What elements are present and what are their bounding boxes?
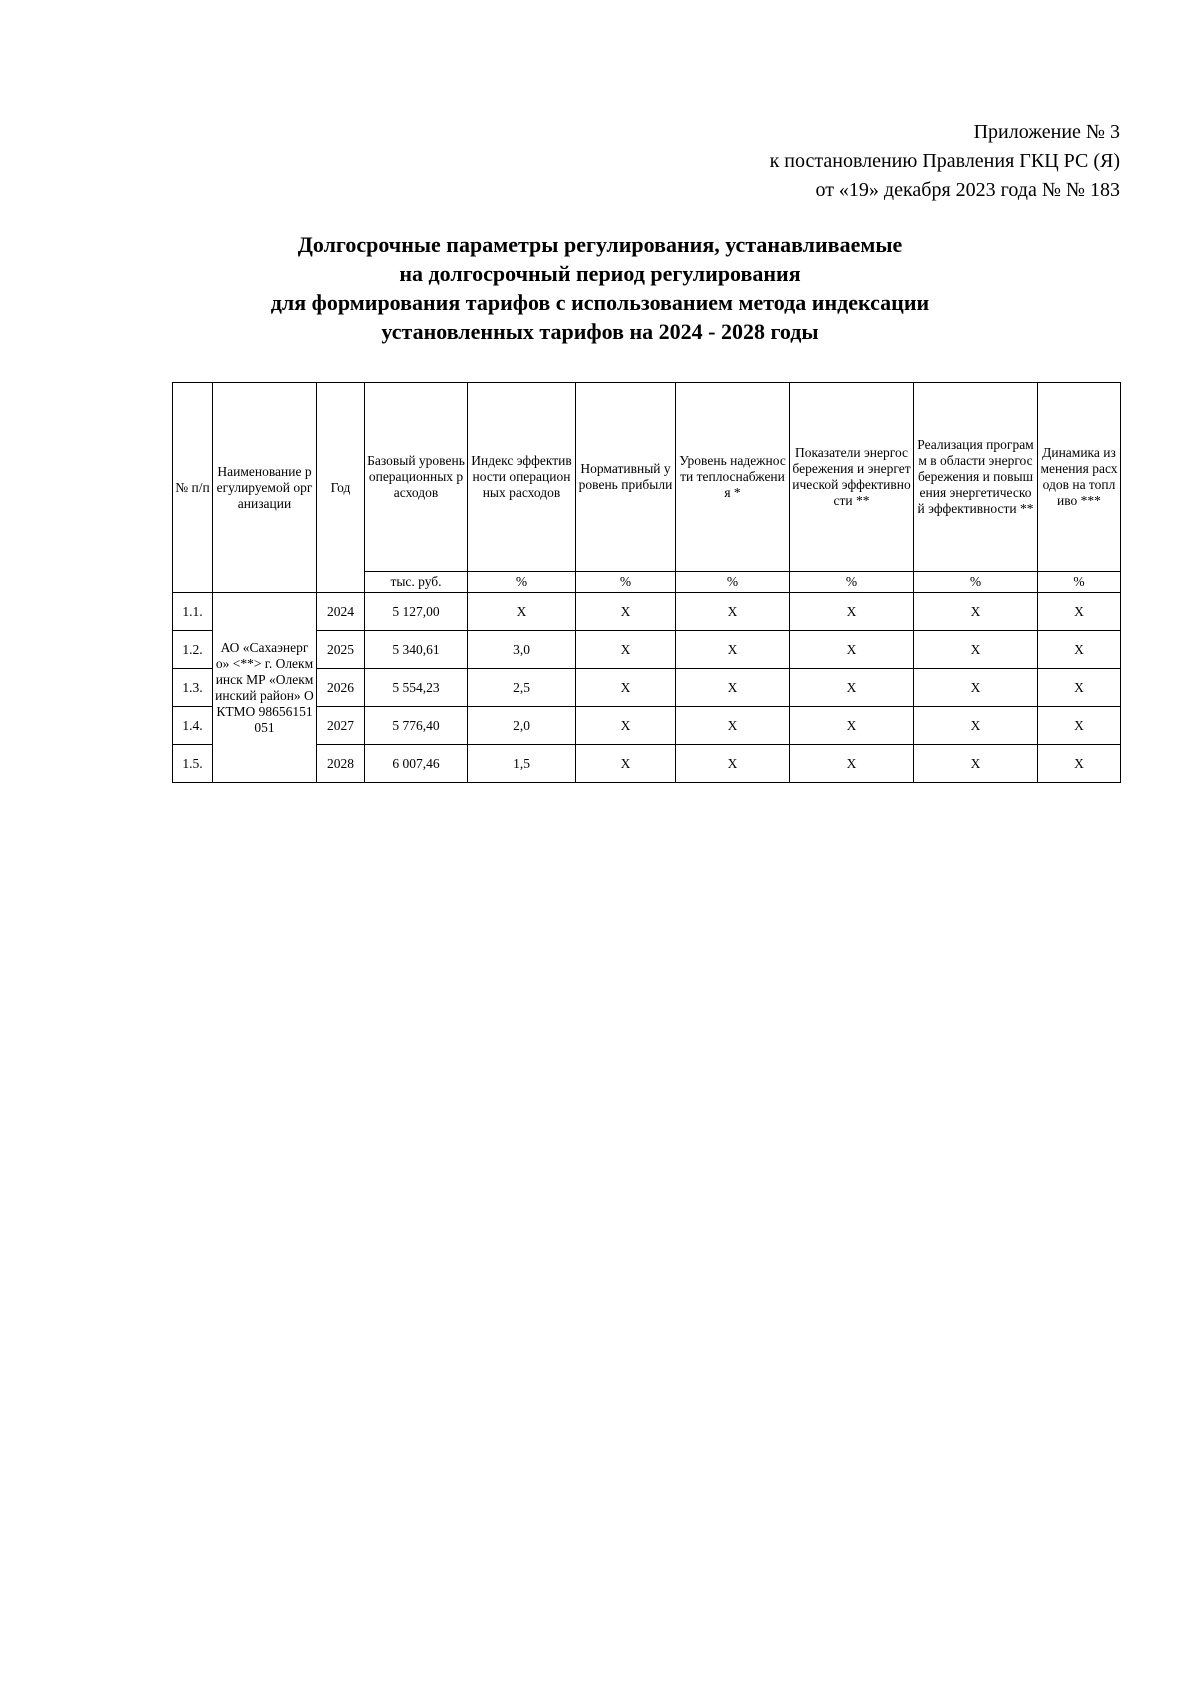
cell-base: 5 340,61 [365,631,468,669]
header-num: № п/п [173,383,213,593]
header-programs: Реализация программ в области энергосбережения и повышения энергетической эффективности ** [914,383,1038,572]
header-energy-indicators: Показатели энергосбережения и энергетической эффективности ** [790,383,914,572]
cell-index: 1,5 [468,745,576,783]
cell-energy-indicators: X [790,745,914,783]
cell-programs: X [914,669,1038,707]
unit-programs: % [914,572,1038,593]
header-base: Базовый уровень операционных расходов [365,383,468,572]
cell-programs: X [914,707,1038,745]
title-line-4: установленных тарифов на 2024 - 2028 годы [381,319,819,344]
unit-reliability: % [676,572,790,593]
cell-energy-indicators: X [790,707,914,745]
header-year: Год [317,383,365,593]
cell-year: 2025 [317,631,365,669]
cell-programs: X [914,631,1038,669]
cell-reliability: X [676,593,790,631]
cell-energy-indicators: X [790,593,914,631]
title-line-3: для формирования тарифов с использованием метода индексации [270,290,930,315]
cell-num: 1.5. [173,745,213,783]
cell-base: 5 127,00 [365,593,468,631]
appendix-line-2: к постановлению Правления ГКЦ РС (Я) [769,150,1120,172]
cell-base: 5 554,23 [365,669,468,707]
cell-energy-indicators: X [790,631,914,669]
cell-year: 2028 [317,745,365,783]
cell-profit: X [576,593,676,631]
unit-profit: % [576,572,676,593]
cell-base: 6 007,46 [365,745,468,783]
cell-profit: X [576,669,676,707]
cell-profit: X [576,631,676,669]
cell-year: 2026 [317,669,365,707]
cell-year: 2027 [317,707,365,745]
cell-profit: X [576,707,676,745]
cell-fuel: X [1038,593,1121,631]
cell-programs: X [914,593,1038,631]
cell-fuel: X [1038,669,1121,707]
unit-index: % [468,572,576,593]
unit-base: тыс. руб. [365,572,468,593]
cell-index: 3,0 [468,631,576,669]
cell-index: 2,5 [468,669,576,707]
cell-num: 1.2. [173,631,213,669]
cell-reliability: X [676,669,790,707]
header-reliability: Уровень надежности теплоснабжения * [676,383,790,572]
cell-base: 5 776,40 [365,707,468,745]
parameters-table [172,382,1121,783]
cell-energy-indicators: X [790,669,914,707]
document-title [170,230,1030,346]
title-line-1: Долгосрочные параметры регулирования, устанавливаемые [297,232,903,257]
cell-num: 1.4. [173,707,213,745]
cell-fuel: X [1038,707,1121,745]
cell-fuel: X [1038,631,1121,669]
appendix-line-3: от «19» декабря 2023 года № № 183 [815,179,1120,201]
title-line-2: на долгосрочный период регулирования [399,261,801,286]
cell-profit: X [576,745,676,783]
header-profit: Нормативный уровень прибыли [576,383,676,572]
cell-num: 1.3. [173,669,213,707]
cell-programs: X [914,745,1038,783]
cell-index: 2,0 [468,707,576,745]
header-row [173,383,1121,572]
unit-energy-indicators: % [790,572,914,593]
header-org: Наименование регулируемой организации [213,383,317,593]
cell-index: X [468,593,576,631]
unit-fuel: % [1038,572,1121,593]
header-fuel: Динамика изменения расходов на топливо *** [1038,383,1121,572]
cell-reliability: X [676,631,790,669]
appendix-header [770,118,1120,205]
cell-reliability: X [676,707,790,745]
cell-num: 1.1. [173,593,213,631]
header-index: Индекс эффективности операционных расходов [468,383,576,572]
cell-organization: АО «Сахаэнерго» <**> г. Олекминск МР «Олекминский район» ОКТМО 98656151051 [213,593,317,783]
table-row [173,593,1121,631]
appendix-line-1: Приложение № 3 [973,121,1120,143]
cell-year: 2024 [317,593,365,631]
cell-reliability: X [676,745,790,783]
cell-fuel: X [1038,745,1121,783]
